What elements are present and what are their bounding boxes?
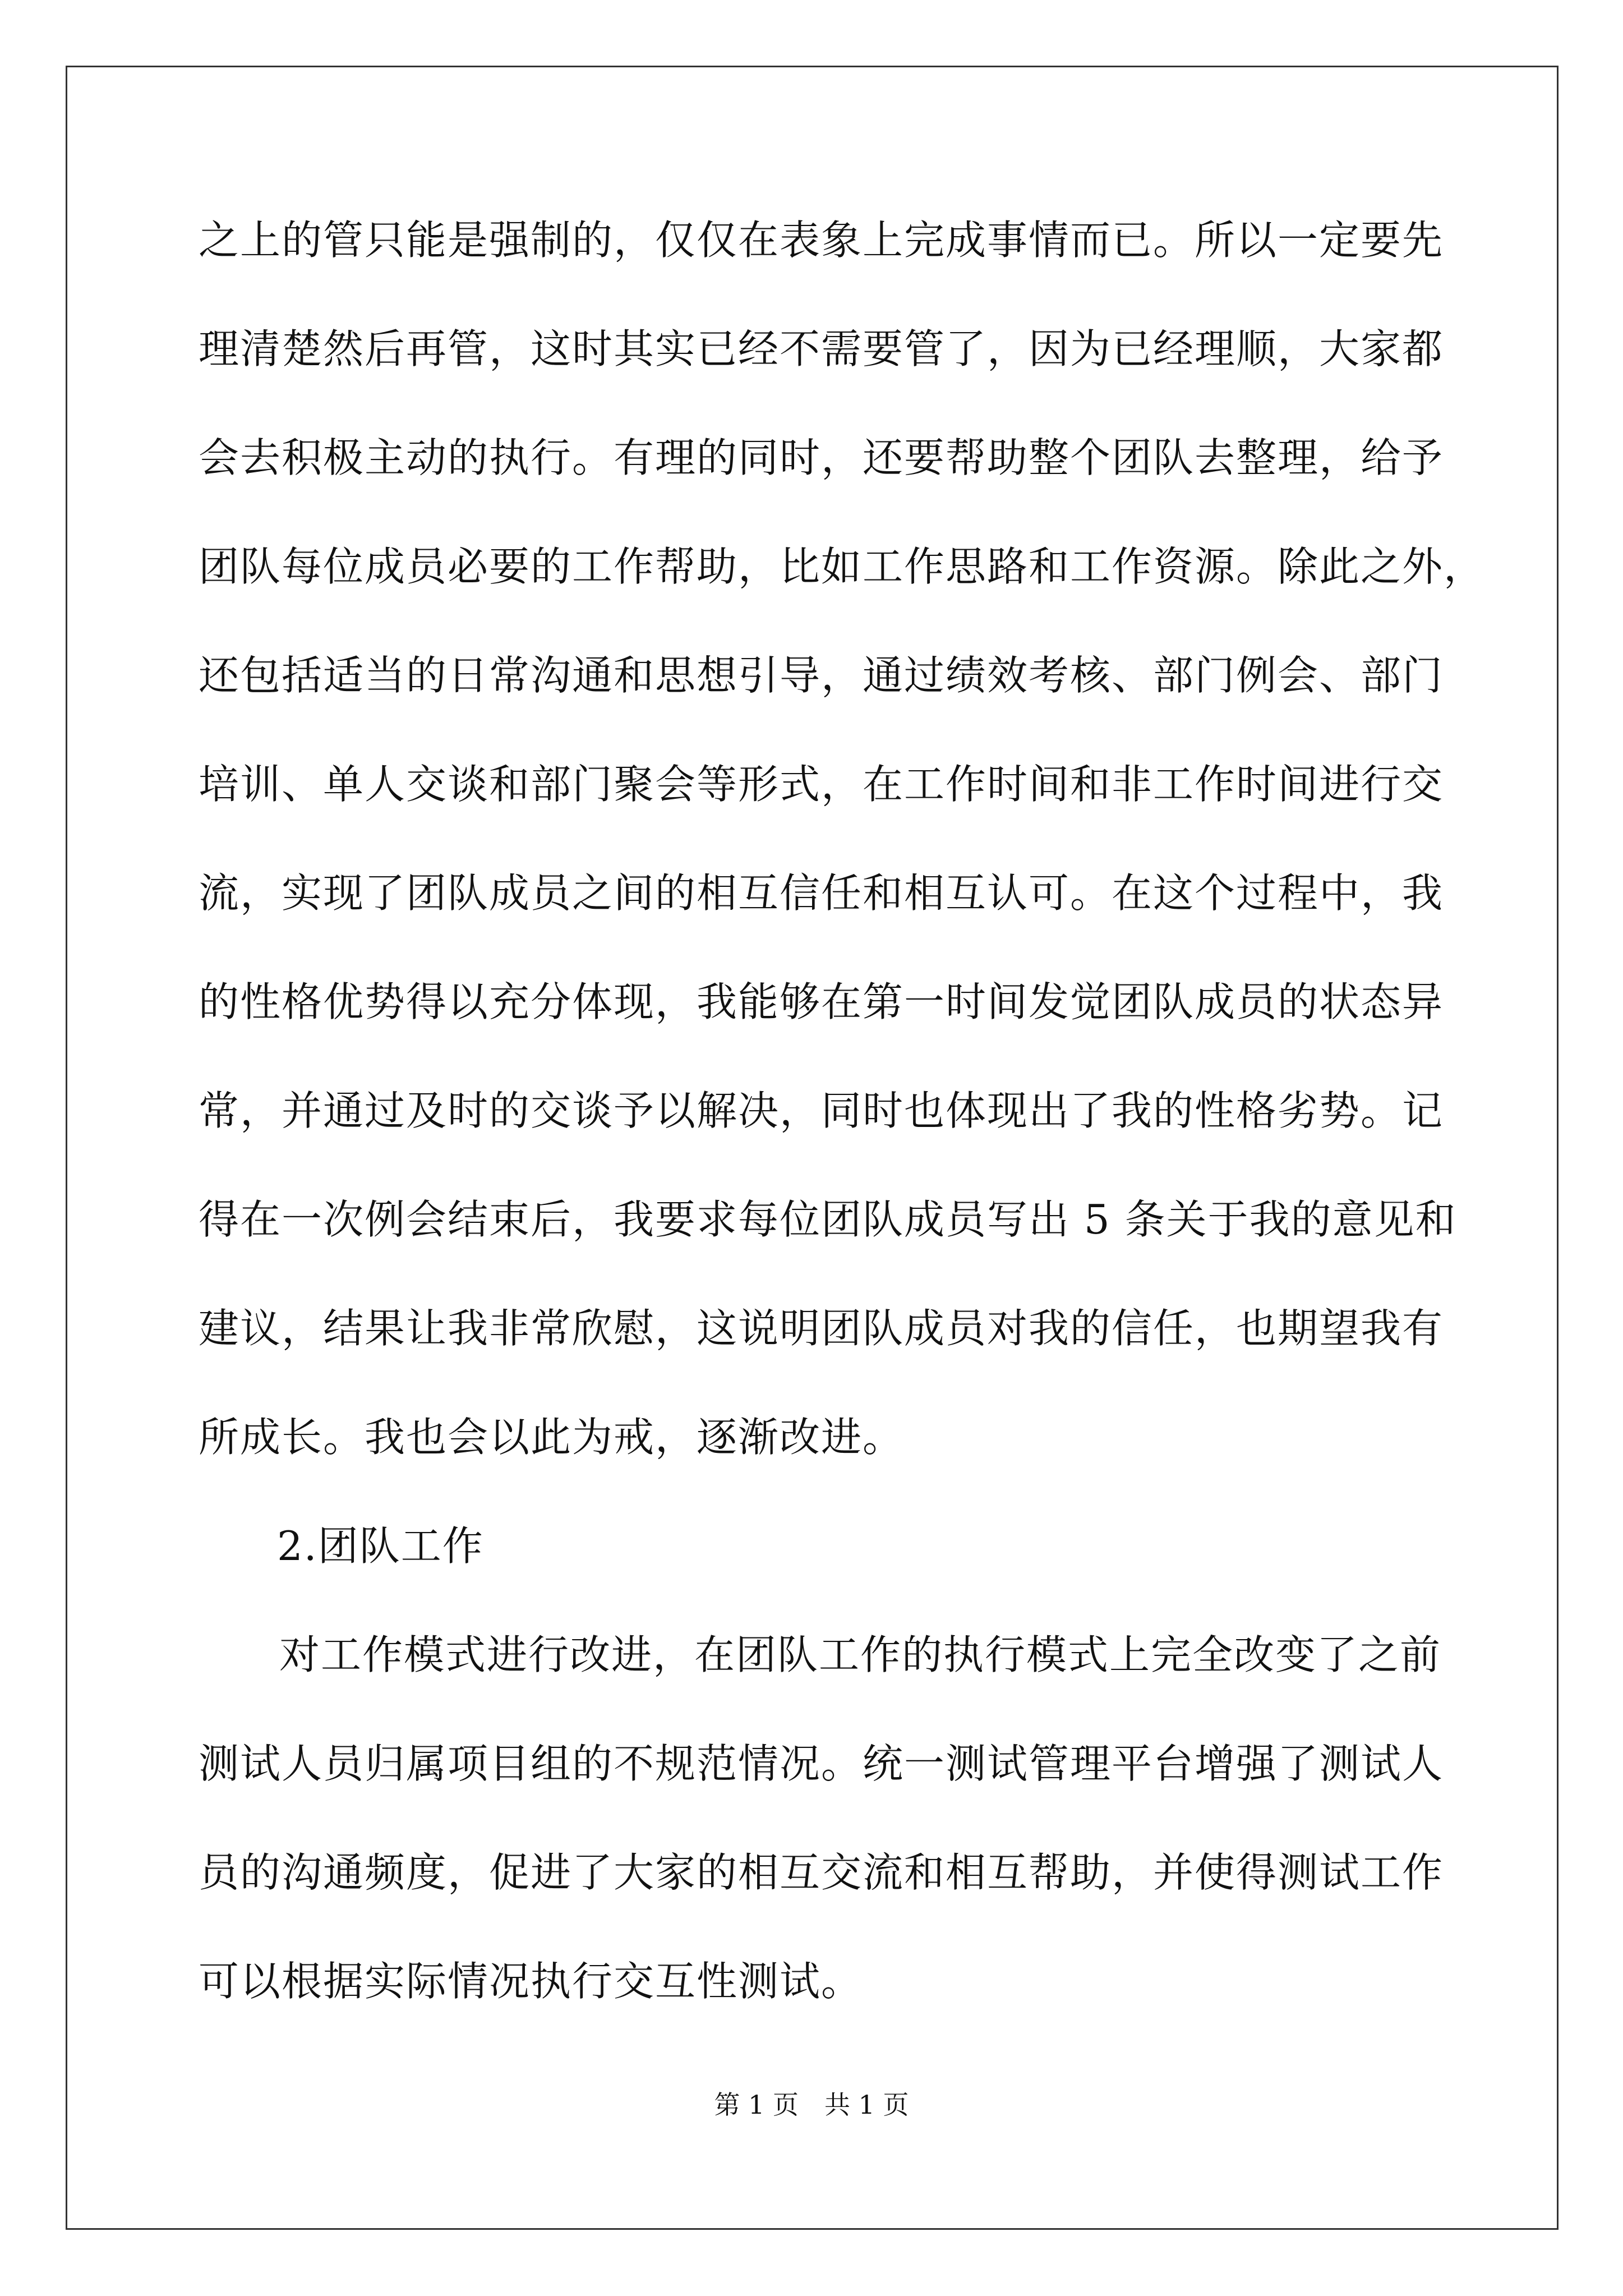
text-line: 还包括适当的日常沟通和思想引导，通过绩效考核、部门例会、部门 [199,652,1444,699]
text-line: 会去积极主动的执行。有理的同时，还要帮助整个团队去整理，给予 [199,434,1444,481]
text-line: 常，并通过及时的交谈予以解决，同时也体现出了我的性格劣势。记 [199,1087,1444,1134]
text-line: 得在一次例会结束后，我要求每位团队成员写出 5 条关于我的意见和 [199,1196,1457,1243]
text-line: 对工作模式进行改进，在团队工作的执行模式上完全改变了之前 [279,1631,1442,1678]
page-border [66,66,1559,2230]
text-line: 测试人员归属项目组的不规范情况。统一测试管理平台增强了测试人 [199,1740,1444,1787]
text-line: 员的沟通频度，促进了大家的相互交流和相互帮助，并使得测试工作 [199,1849,1444,1896]
page-footer: 第 1 页 共 1 页 [714,2090,909,2120]
text-line: 团队每位成员必要的工作帮助，比如工作思路和工作资源。除此之外， [199,543,1486,590]
text-line: 可以根据实际情况执行交互性测试。 [199,1958,863,2005]
text-line: 建议，结果让我非常欣慰，这说明团队成员对我的信任，也期望我有 [199,1305,1444,1352]
text-line: 所成长。我也会以此为戒，逐渐改进。 [199,1414,905,1461]
text-line: 理清楚然后再管，这时其实已经不需要管了，因为已经理顺，大家都 [199,325,1444,372]
text-line: 之上的管只能是强制的，仅仅在表象上完成事情而已。所以一定要先 [199,217,1444,264]
text-line: 流，实现了团队成员之间的相互信任和相互认可。在这个过程中，我 [199,869,1444,917]
section-heading: 2.团队工作 [277,1522,484,1570]
text-line: 培训、单人交谈和部门聚会等形式，在工作时间和非工作时间进行交 [199,761,1444,808]
text-line: 的性格优势得以充分体现，我能够在第一时间发觉团队成员的状态异 [199,978,1444,1025]
